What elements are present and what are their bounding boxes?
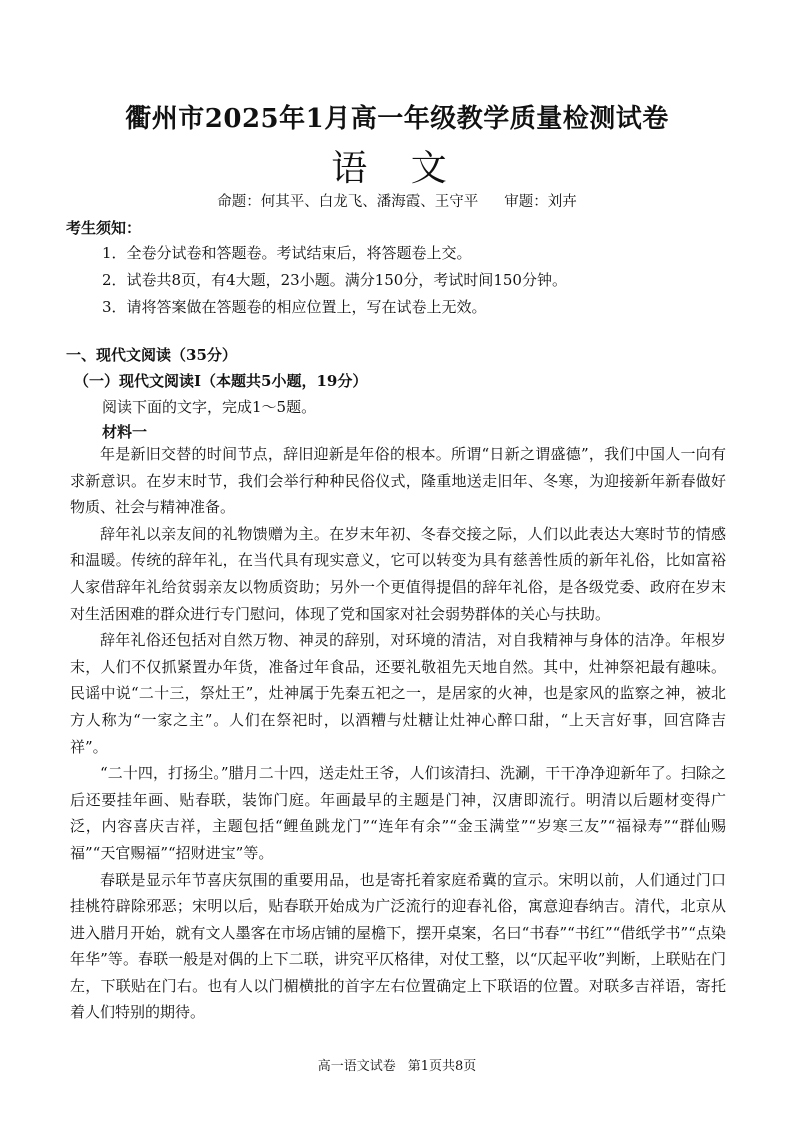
subsection-title: （一）现代文阅读Ⅰ（本题共5小题，19分） bbox=[74, 372, 368, 390]
section-title: 一、现代文阅读（35分） bbox=[66, 346, 237, 364]
exam-title: 衢州市2025年1月高一年级教学质量检测试卷 bbox=[125, 104, 669, 134]
subject-title: 语 文 bbox=[331, 148, 463, 189]
authors-label: 命题：何其平、白龙飞、潘海霞、王守平 bbox=[217, 194, 479, 210]
passage-paragraph: “二十四，打扬尘。”腊月二十四，送走灶王爷，人们该清扫、洗涮，干干净净迎新年了。扫除之后还要挂年画、贴春联，装饰门庭。年画最早的主题是门神，汉唐即流行。明清以后题材变得广泛，内容喜庆吉祥，主题包括“鲤鱼跳龙门”“连年有余”“金玉满堂”“岁寒三友”“福禄寿”“群仙赐福”“天官赐福”“招财进宝”等。 bbox=[70, 764, 726, 862]
passage-paragraph: 春联是显示年节喜庆氛围的重要用品，也是寄托着家庭希冀的宣示。宋明以前，人们通过门口挂桃符辟除邪恶；宋明以后，贴春联开始成为广泛流行的迎春礼俗，寓意迎春纳吉。清代，北京从进入腊月开始，就有文人墨客在市场店铺的屋檐下，摆开桌案，名曰“书春”“书红”“借纸学书”“点染年华”等。春联一般是对偶的上下二联，讲究平仄格律，对仗工整，以“仄起平收”判断，上联贴在门左，下联贴在门右。也有人以门楣横批的首字左右位置确定上下联语的位置。对联多吉祥语，寄托着人们特别的期待。 bbox=[70, 870, 726, 1022]
passage-paragraph: 辞年礼以亲友间的礼物馈赠为主。在岁末年初、冬春交接之际，人们以此表达大寒时节的情感和温暖。传统的辞年礼，在当代具有现实意义，它可以转变为具有慈善性质的新年礼俗，比如富裕人家借辞年礼给贫弱亲友以物质资助；另外一个更值得提倡的辞年礼俗，是各级党委、政府在岁末对生活困难的群众进行专门慰问，体现了党和国家对社会弱势群体的关心与扶助。 bbox=[70, 524, 726, 623]
material-label: 材料一 bbox=[102, 423, 148, 441]
notice-item: 1．全卷分试卷和答题卷。考试结束后，将答题卷上交。 bbox=[102, 244, 472, 262]
passage-paragraph: 年是新旧交替的时间节点，辞旧迎新是年俗的根本。所谓“日新之谓盛德”，我们中国人一向有求新意识。在岁末时节，我们会举行种种民俗仪式，隆重地送走旧年、冬寒，为迎接新年新春做好物质、社会与精神准备。 bbox=[70, 445, 726, 517]
page-footer bbox=[0, 1055, 794, 1074]
notice-list bbox=[102, 240, 567, 321]
reviewer-label: 审题：刘卉 bbox=[504, 194, 577, 210]
footer-exam-name: 高一语文试卷 bbox=[317, 1059, 396, 1074]
footer-page-info: 第1页共8页 bbox=[407, 1059, 477, 1074]
notice-item: 2．试卷共8页，有4大题，23小题。满分150分，考试时间150分钟。 bbox=[102, 271, 567, 289]
notice-title: 考生须知： bbox=[66, 219, 142, 237]
reading-instruction: 阅读下面的文字，完成1～5题。 bbox=[102, 398, 317, 416]
passage-body bbox=[70, 441, 726, 1026]
passage-paragraph: 辞年礼俗还包括对自然万物、神灵的辞别，对环境的清洁，对自我精神与身体的洁净。年根岁末，人们不仅抓紧置办年货，准备过年食品，还要礼敬祖先天地自然。其中，灶神祭祀最有趣味。民谣中说“二十三，祭灶王”，灶神属于先秦五祀之一，是居家的火神，也是家风的监察之神，被北方人称为“一家之主”。人们在祭祀时，以酒糟与灶糖让灶神心醉口甜，“上天言好事，回宫降吉祥”。 bbox=[70, 631, 726, 756]
authors-line bbox=[0, 190, 794, 211]
notice-item: 3．请将答案做在答题卷的相应位置上，写在试卷上无效。 bbox=[102, 298, 487, 316]
